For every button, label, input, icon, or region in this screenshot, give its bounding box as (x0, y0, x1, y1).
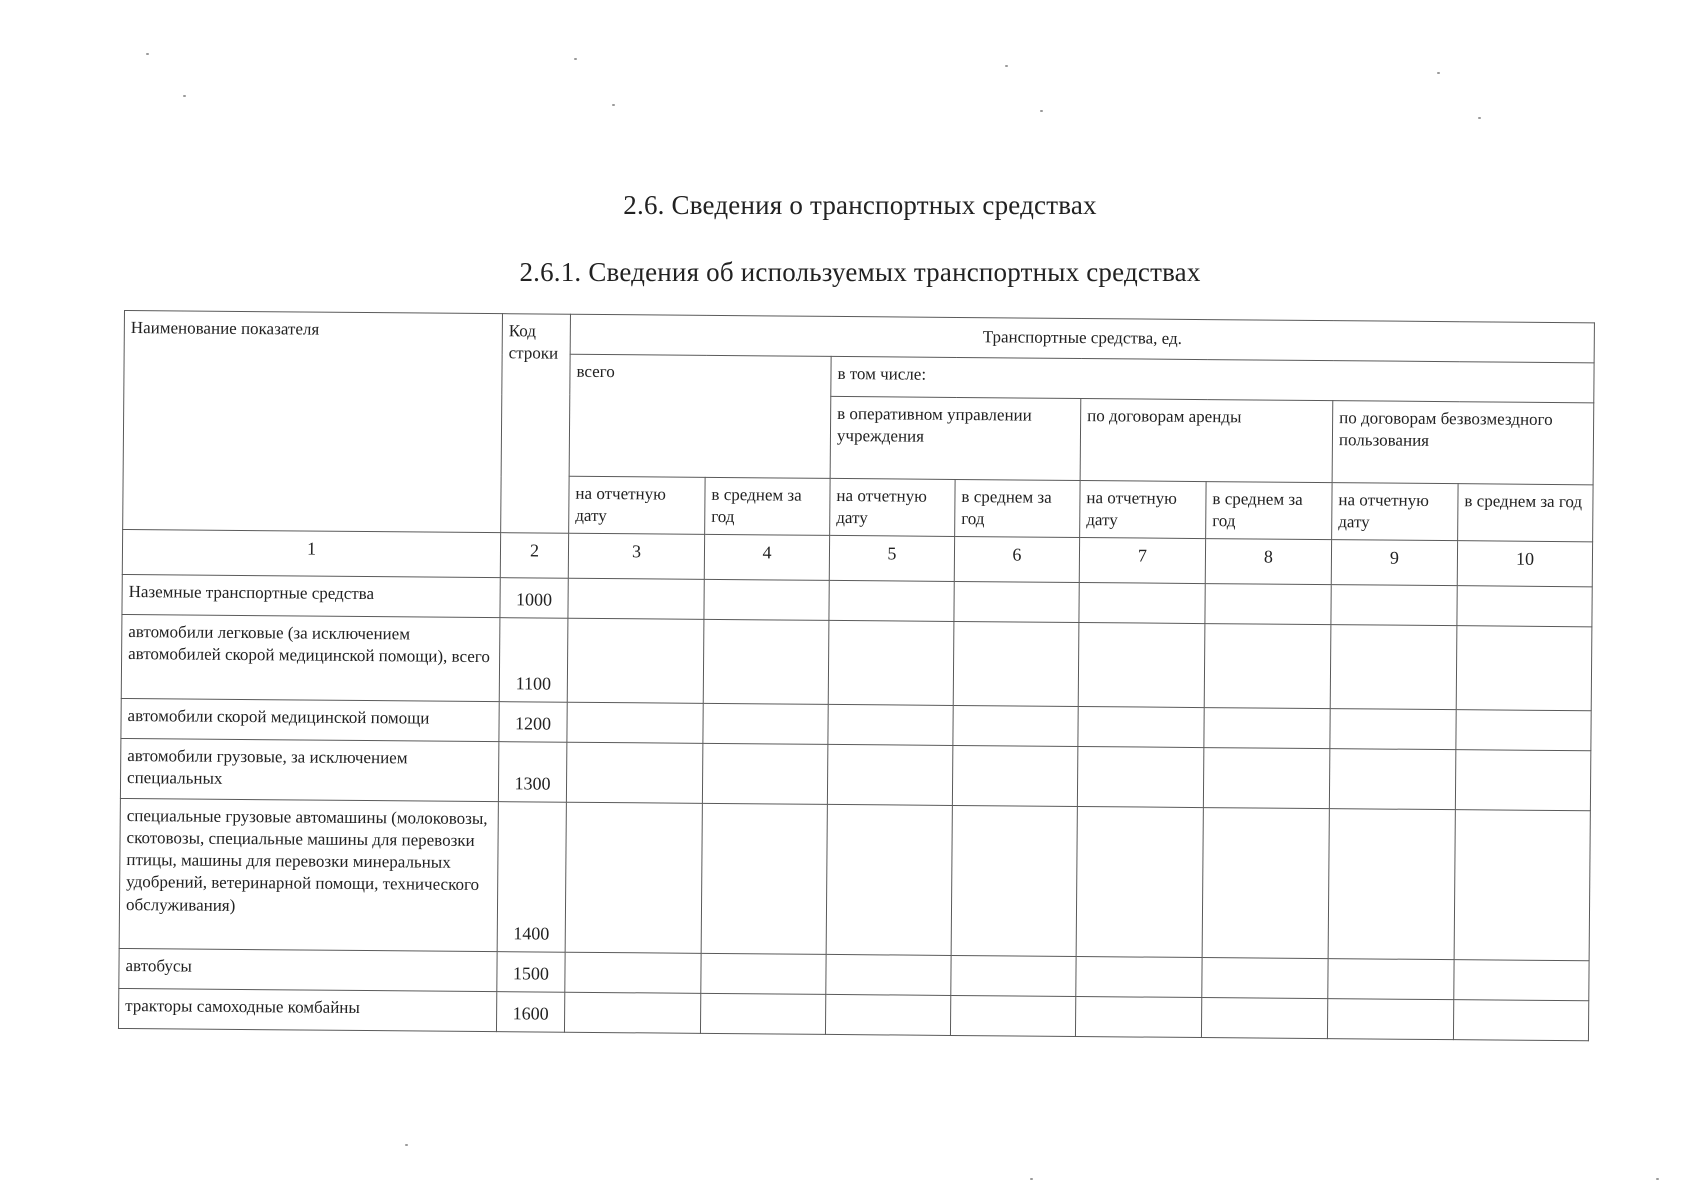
vehicles-table (118, 310, 1595, 1041)
header-lease-agreements: по договорам аренды (1080, 399, 1333, 483)
scan-speck (146, 53, 149, 55)
data-cell (826, 955, 951, 996)
data-cell (1454, 960, 1589, 1001)
data-cell (1078, 707, 1204, 748)
scan-speck (1437, 72, 1440, 74)
scan-speck (1030, 1178, 1033, 1180)
column-number: 8 (1205, 539, 1331, 585)
column-number: 2 (500, 533, 568, 579)
data-cell (1456, 710, 1591, 751)
data-cell (1330, 709, 1456, 750)
data-cell (1455, 750, 1591, 811)
scan-speck (405, 1144, 408, 1146)
data-cell (564, 992, 700, 1033)
scan-speck (1005, 65, 1008, 67)
row-code: 1400 (497, 802, 566, 953)
data-cell (953, 622, 1079, 707)
data-cell (565, 952, 701, 993)
row-code: 1300 (498, 742, 567, 803)
header-col9: на отчетную дату (1332, 483, 1458, 541)
data-cell (565, 802, 702, 953)
row-name: автомобили грузовые, за исключением специальных (120, 739, 498, 802)
header-col3: на отчетную дату (569, 476, 705, 534)
data-cell (951, 806, 1077, 957)
row-name: Наземные транспортные средства (122, 575, 500, 618)
data-cell (828, 621, 954, 706)
data-cell (1076, 957, 1202, 998)
scan-speck (612, 104, 615, 106)
data-cell (1203, 748, 1329, 809)
data-cell (700, 994, 825, 1035)
row-name: тракторы самоходные комбайны (118, 989, 496, 1032)
column-number: 9 (1331, 540, 1457, 586)
header-row-1 (124, 311, 1594, 363)
data-cell (953, 706, 1078, 747)
column-number: 1 (122, 530, 500, 578)
data-cell (825, 995, 950, 1036)
row-code: 1600 (496, 992, 564, 1033)
column-number: 6 (954, 537, 1079, 583)
scan-speck (1656, 1178, 1659, 1180)
column-number: 4 (704, 535, 829, 581)
subsection-title: 2.6.1. Сведения об используемых транспортных средствах (519, 257, 1201, 287)
header-including: в том числе: (831, 356, 1594, 402)
scan-speck (183, 95, 186, 97)
data-cell (1457, 586, 1592, 627)
data-cell (701, 804, 827, 955)
data-cell (950, 996, 1075, 1037)
data-cell (1202, 808, 1329, 959)
table-row (121, 615, 1592, 711)
data-cell (703, 704, 828, 745)
section-title: 2.6. Сведения о транспортных средствах (623, 190, 1097, 220)
header-col6: в среднем за год (955, 479, 1080, 537)
data-cell (1327, 999, 1453, 1040)
column-number: 5 (829, 536, 954, 582)
row-code: 1200 (499, 702, 567, 743)
header-indicator-name: Наименование показателя (123, 311, 503, 533)
data-cell (1075, 997, 1201, 1038)
header-total: всего (569, 354, 831, 478)
header-vehicles-units: Транспортные средства, ед. (570, 314, 1594, 363)
data-cell (1202, 958, 1328, 999)
data-cell (828, 705, 953, 746)
header-row-code: Код строки (501, 314, 571, 534)
header-free-use-agreements: по договорам безвозмездного пользования (1332, 401, 1594, 485)
data-cell (704, 580, 829, 621)
data-cell (701, 954, 826, 995)
header-operative-management: в оперативном управлении учреждения (830, 396, 1081, 480)
row-code: 1500 (497, 952, 565, 993)
data-cell (1205, 584, 1331, 625)
data-cell (1331, 585, 1457, 626)
header-col8: в среднем за год (1206, 482, 1332, 540)
column-number: 3 (568, 533, 704, 579)
data-cell (1456, 626, 1592, 711)
data-cell (1453, 1000, 1588, 1041)
data-cell (1204, 708, 1330, 749)
data-cell (1454, 810, 1590, 961)
header-col10: в среднем за год (1458, 484, 1594, 542)
row-name: автобусы (119, 949, 497, 992)
row-name: специальные грузовые автомашины (молоковозы, скотовозы, специальные машины для перевозки птицы, машины для перевозки минеральных удобрений, ветеринарной помощи, технического обслуживания) (119, 799, 498, 952)
data-cell (567, 618, 704, 703)
data-cell (952, 746, 1077, 807)
vehicles-table-container (118, 310, 1595, 1041)
data-cell (829, 581, 954, 622)
data-cell (568, 578, 704, 619)
data-cell (954, 582, 1079, 623)
scan-speck (574, 58, 577, 60)
data-cell (1328, 959, 1454, 1000)
header-col5: на отчетную дату (830, 478, 955, 536)
column-number: 10 (1457, 541, 1592, 587)
data-cell (1079, 583, 1205, 624)
data-cell (567, 702, 703, 743)
data-cell (951, 956, 1076, 997)
column-number: 7 (1079, 538, 1205, 584)
scan-speck (1040, 110, 1043, 112)
data-cell (1201, 998, 1327, 1039)
data-cell (826, 805, 952, 956)
data-cell (827, 745, 952, 806)
scan-speck (1478, 117, 1481, 119)
row-code: 1000 (500, 578, 568, 619)
data-cell (1078, 623, 1205, 708)
data-cell (1330, 625, 1457, 710)
data-cell (1329, 749, 1455, 810)
data-cell (1204, 624, 1331, 709)
data-cell (1076, 807, 1203, 958)
row-name: автомобили легковые (за исключением автомобилей скорой медицинской помощи), всего (121, 615, 500, 702)
row-name: автомобили скорой медицинской помощи (121, 699, 499, 742)
data-cell (703, 620, 829, 705)
data-cell (1077, 747, 1203, 808)
data-cell (702, 744, 827, 805)
row-code: 1100 (499, 618, 568, 703)
data-cell (566, 742, 702, 803)
table-row (119, 799, 1590, 961)
header-col7: на отчетную дату (1080, 481, 1206, 539)
data-cell (1328, 809, 1455, 960)
header-col4: в среднем за год (705, 477, 830, 535)
